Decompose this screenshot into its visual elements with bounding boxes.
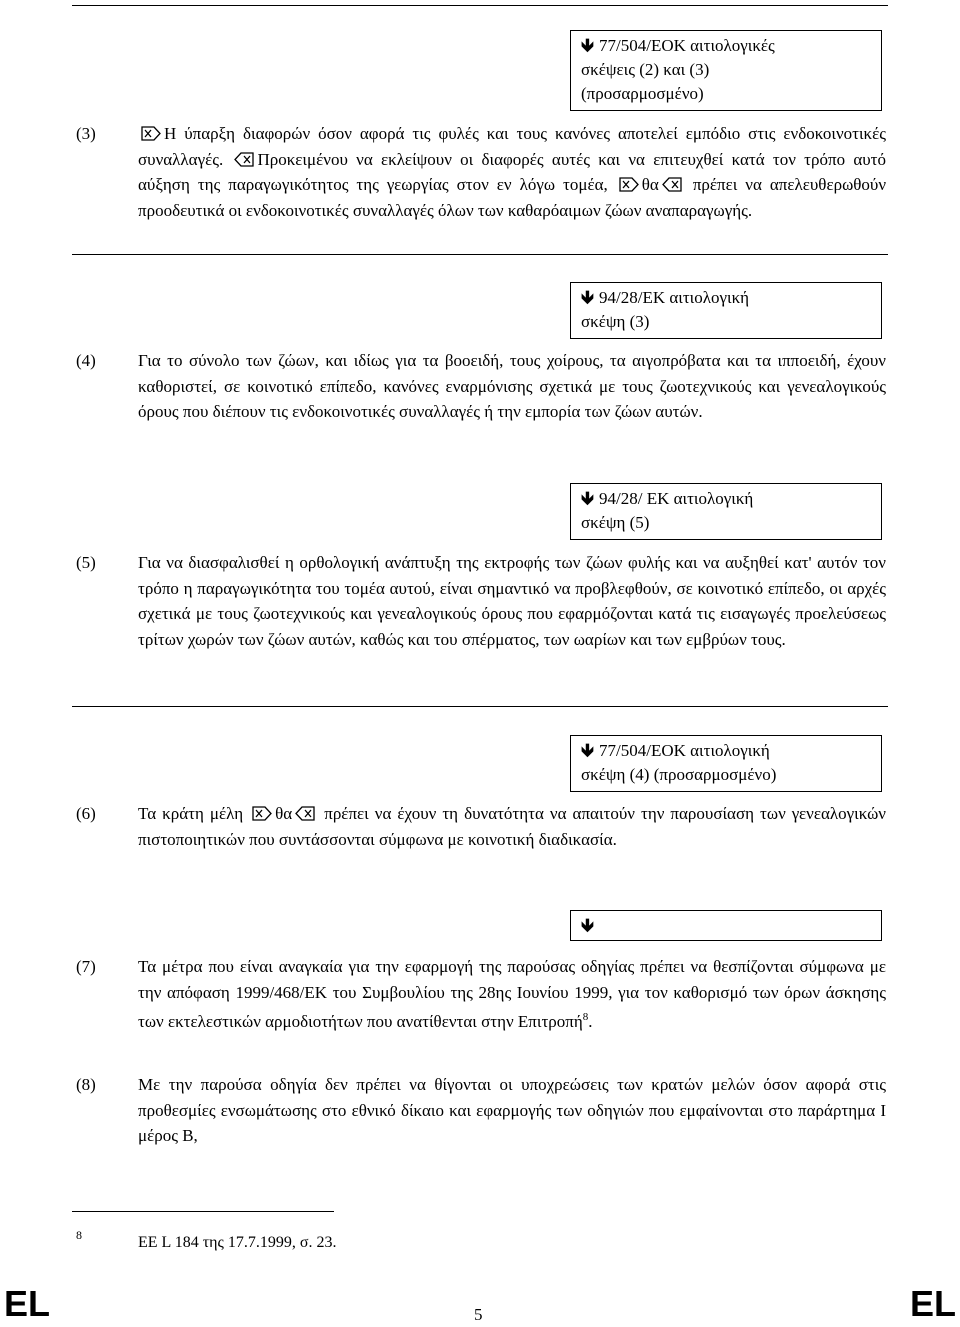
down-arrow-icon: 🡻 [581, 35, 594, 56]
deletion-start-icon [619, 177, 639, 192]
recital-number: (7) [76, 957, 96, 976]
separator-line [72, 706, 888, 707]
recital-number: (8) [76, 1075, 96, 1094]
page-number: 5 [474, 1305, 483, 1324]
deletion-end-icon [295, 806, 315, 821]
source-line: σκέψη (5) [581, 513, 650, 532]
footnote-number: 8 [76, 1228, 82, 1242]
deletion-start-icon [252, 806, 272, 821]
language-code-right: EL [909, 1283, 956, 1324]
source-line: σκέψη (4) (προσαρμοσμένο) [581, 765, 777, 784]
source-reference-box [570, 735, 882, 792]
recital-3 [76, 121, 886, 223]
source-line: 94/28/ΕΚ αιτιολογική [599, 288, 750, 307]
recital-text: Τα μέτρα που είναι αναγκαία για την εφαρμογή της παρούσας οδηγίας πρέπει να θεσπίζονται σύμφωνα με την απόφαση 1999/468/ΕΚ του Συμβουλίου της 28ης Ιουνίου 1999, για τον καθορισμό των όρων άσκησης των εκτελεστικών αρμοδιοτήτων που ανατίθενται στην Επιτροπή$^8$. [138, 957, 886, 1031]
source-reference-box [570, 30, 882, 111]
recital-text: Για να διασφαλισθεί η ορθολογική ανάπτυξη της εκτροφής των ζώων φυλής και να αυξηθεί κατ' αυτόν τον τρόπο η παραγωγικότητα του τομέα αυτού, είναι σημαντικό να προβλεφθούν, σε κοινοτικό επίπεδο, οι αρχές σχετικά με τους ζωοτεχνικούς και γενεαλογικούς όρους που εφαρμόζονται κατά τις εισαγωγές προελεύσεως τρίτων χωρών των ζώων αυτών, καθώς και του σπέρματος, των ωαρίων και των εμβρύων τους. [138, 553, 886, 649]
source-reference-box [570, 483, 882, 540]
down-arrow-icon: 🡻 [581, 287, 594, 308]
recital-8 [76, 1072, 886, 1149]
source-line: 77/504/ΕΟΚ αιτιολογική [599, 741, 770, 760]
recital-number: (6) [76, 804, 96, 823]
recital-5 [76, 550, 886, 652]
source-reference-box [570, 910, 882, 941]
separator-line [72, 254, 888, 255]
down-arrow-icon: 🡻 [581, 488, 594, 509]
source-line: σκέψη (3) [581, 312, 650, 331]
recital-text: Η ύπαρξη διαφορών όσον αφορά τις φυλές και τους κανόνες αποτελεί εμπόδιο στις ενδοκοινοτικές συναλλαγές. Προκειμένου να εκλείψουν οι διαφορές αυτές και να επιτευχθεί κατά τον τρόπο αυτό αύξηση της παραγωγικότητος της γεωργίας στον εν λόγω τομέα, θα πρέπει να απελευθερωθούν προοδευτικά οι ενδοκοινοτικές συναλλαγές όλων των καθαρόαιμων ζώων αναπαραγωγής. [138, 124, 887, 220]
recital-number: (5) [76, 553, 96, 572]
language-code-left: EL [4, 1283, 51, 1324]
recital-7 [76, 954, 886, 1035]
separator-line [72, 5, 888, 6]
deletion-end-icon [234, 152, 254, 167]
down-arrow-icon: 🡻 [581, 740, 594, 761]
down-arrow-icon: 🡻 [581, 915, 594, 936]
deletion-start-icon [141, 126, 161, 141]
source-line: (προσαρμοσμένο) [581, 84, 704, 103]
source-line: σκέψεις (2) και (3) [581, 60, 710, 79]
recital-text: Τα κράτη μέλη θα πρέπει να έχουν τη δυνατότητα να απαιτούν την παρουσίαση των γενεαλογικών πιστοποιητικών που συντάσσονται σύμφωνα με κοινοτική διαδικασία. [138, 804, 886, 849]
footnote-text: ΕΕ L 184 της 17.7.1999, σ. 23. [138, 1234, 337, 1251]
recital-text: Για το σύνολο των ζώων, και ιδίως για τα βοοειδή, τους χοίρους, τα αιγοπρόβατα και τα ιπποειδή, έχουν καθοριστεί, σε κοινοτικό επίπεδο, κανόνες εναρμόνισης σχετικά με τους ζωοτεχνικούς και γενεαλογικούς όρους που διέπουν τις ενδοκοινοτικές συναλλαγές ή την εμπορία των ζώων αυτών. [138, 351, 886, 421]
source-line: 77/504/ΕΟΚ αιτιολογικές [599, 36, 775, 55]
footnote-separator [72, 1211, 334, 1212]
recital-number: (3) [76, 124, 96, 143]
recital-6 [76, 801, 886, 852]
source-reference-box [570, 282, 882, 339]
deletion-end-icon [662, 177, 682, 192]
recital-text: Με την παρούσα οδηγία δεν πρέπει να θίγονται οι υποχρεώσεις των κρατών μελών όσον αφορά στις προθεσμίες ενσωμάτωσης στο εθνικό δίκαιο και εφαρμογής των οδηγιών που εμφαίνονται στο παράρτημα I μέρος Β, [138, 1075, 886, 1145]
recital-number: (4) [76, 351, 96, 370]
source-line: 94/28/ ΕΚ αιτιολογική [599, 489, 754, 508]
recital-4 [76, 348, 886, 425]
footnote-reference[interactable]: 8 [582, 1011, 589, 1023]
